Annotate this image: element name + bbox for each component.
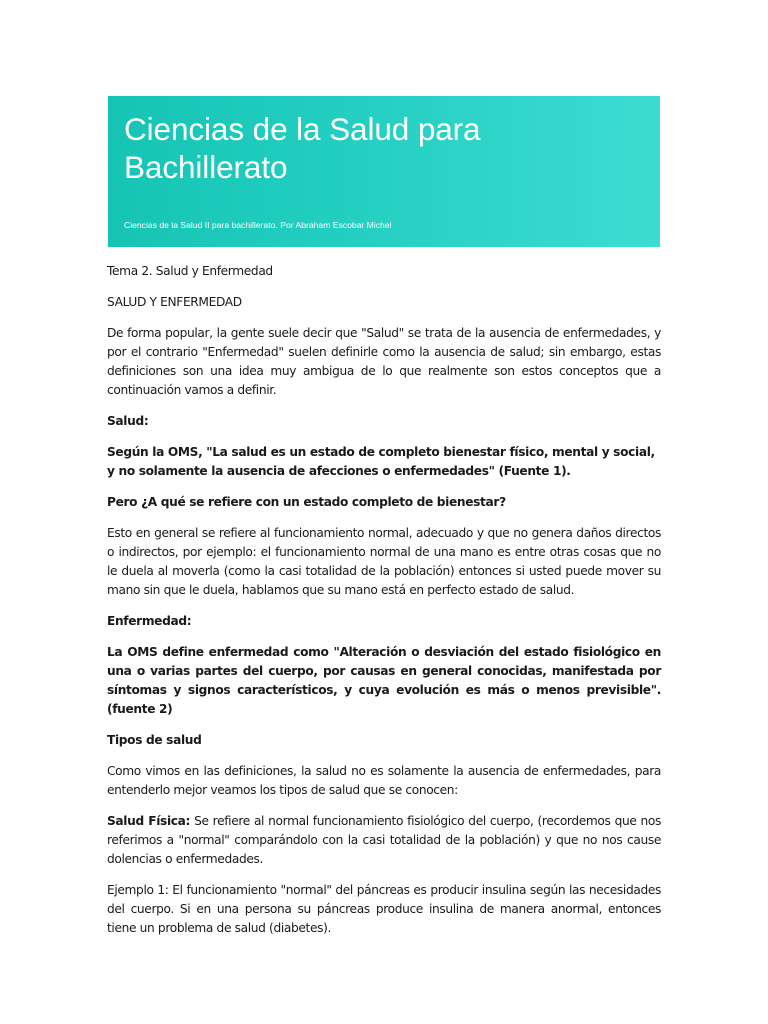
blog-header-banner <box>108 96 660 247</box>
section-heading: SALUD Y ENFERMEDAD <box>107 295 242 309</box>
tipos-salud-label: Tipos de salud <box>107 733 202 747</box>
salud-fisica-text: Se refiere al normal funcionamiento fisiológico del cuerpo, (recordemos que nos referimos a "normal" comparándolo con la casi totalidad de la población) y que no nos cause dolencias o enfermedades. <box>107 814 662 866</box>
document-body <box>107 262 661 950</box>
example-1-paragraph: Ejemplo 1: El funcionamiento "normal" del páncreas es producir insulina según las necesidades del cuerpo. Si en una persona su páncreas produce insulina de manera anormal, entonces tiene un problema de salud (diabetes). <box>107 883 661 935</box>
explanation-paragraph: Esto en general se refiere al funcionamiento normal, adecuado y que no genera daños directos o indirectos, por ejemplo: el funcionamiento normal de una mano es entre otras cosas que no le duela al moverla (como la casi totalidad de la población) entonces si usted puede mover su mano sin que le duela, hablamos que su mano está en perfecto estado de salud. <box>107 526 661 597</box>
blog-subtitle: Ciencias de la Salud II para bachillerato. Por Abraham Escobar Michel <box>124 220 392 230</box>
intro-paragraph: De forma popular, la gente suele decir que "Salud" se trata de la ausencia de enfermedades, y por el contrario "Enfermedad" suelen definirle como la ausencia de salud; sin embargo, estas definiciones son una idea muy ambigua de lo que realmente son estos conceptos que a continuación vamos a definir. <box>107 326 661 397</box>
salud-fisica-label: Salud Física: <box>107 814 191 828</box>
salud-definition: Según la OMS, "La salud es un estado de completo bienestar físico, mental y social, y no solamente la ausencia de afecciones o enfermedades" (Fuente 1). <box>107 445 655 478</box>
salud-fisica-paragraph <box>107 812 661 869</box>
question-paragraph: Pero ¿A qué se refiere con un estado completo de bienestar? <box>107 495 506 509</box>
tipos-intro-paragraph: Como vimos en las definiciones, la salud no es solamente la ausencia de enfermedades, para entenderlo mejor veamos los tipos de salud que se conocen: <box>107 764 661 797</box>
blog-title[interactable]: Ciencias de la Salud para Bachillerato <box>124 111 481 185</box>
topic-title: Tema 2. Salud y Enfermedad <box>107 264 273 278</box>
enfermedad-definition: La OMS define enfermedad como "Alteración o desviación del estado fisiológico en una o varias partes del cuerpo, por causas en general conocidas, manifestada por síntomas y signos característicos, y cuya evolución es más o menos previsible". (fuente 2) <box>107 645 661 716</box>
enfermedad-label: Enfermedad: <box>107 614 192 628</box>
salud-label: Salud: <box>107 414 149 428</box>
